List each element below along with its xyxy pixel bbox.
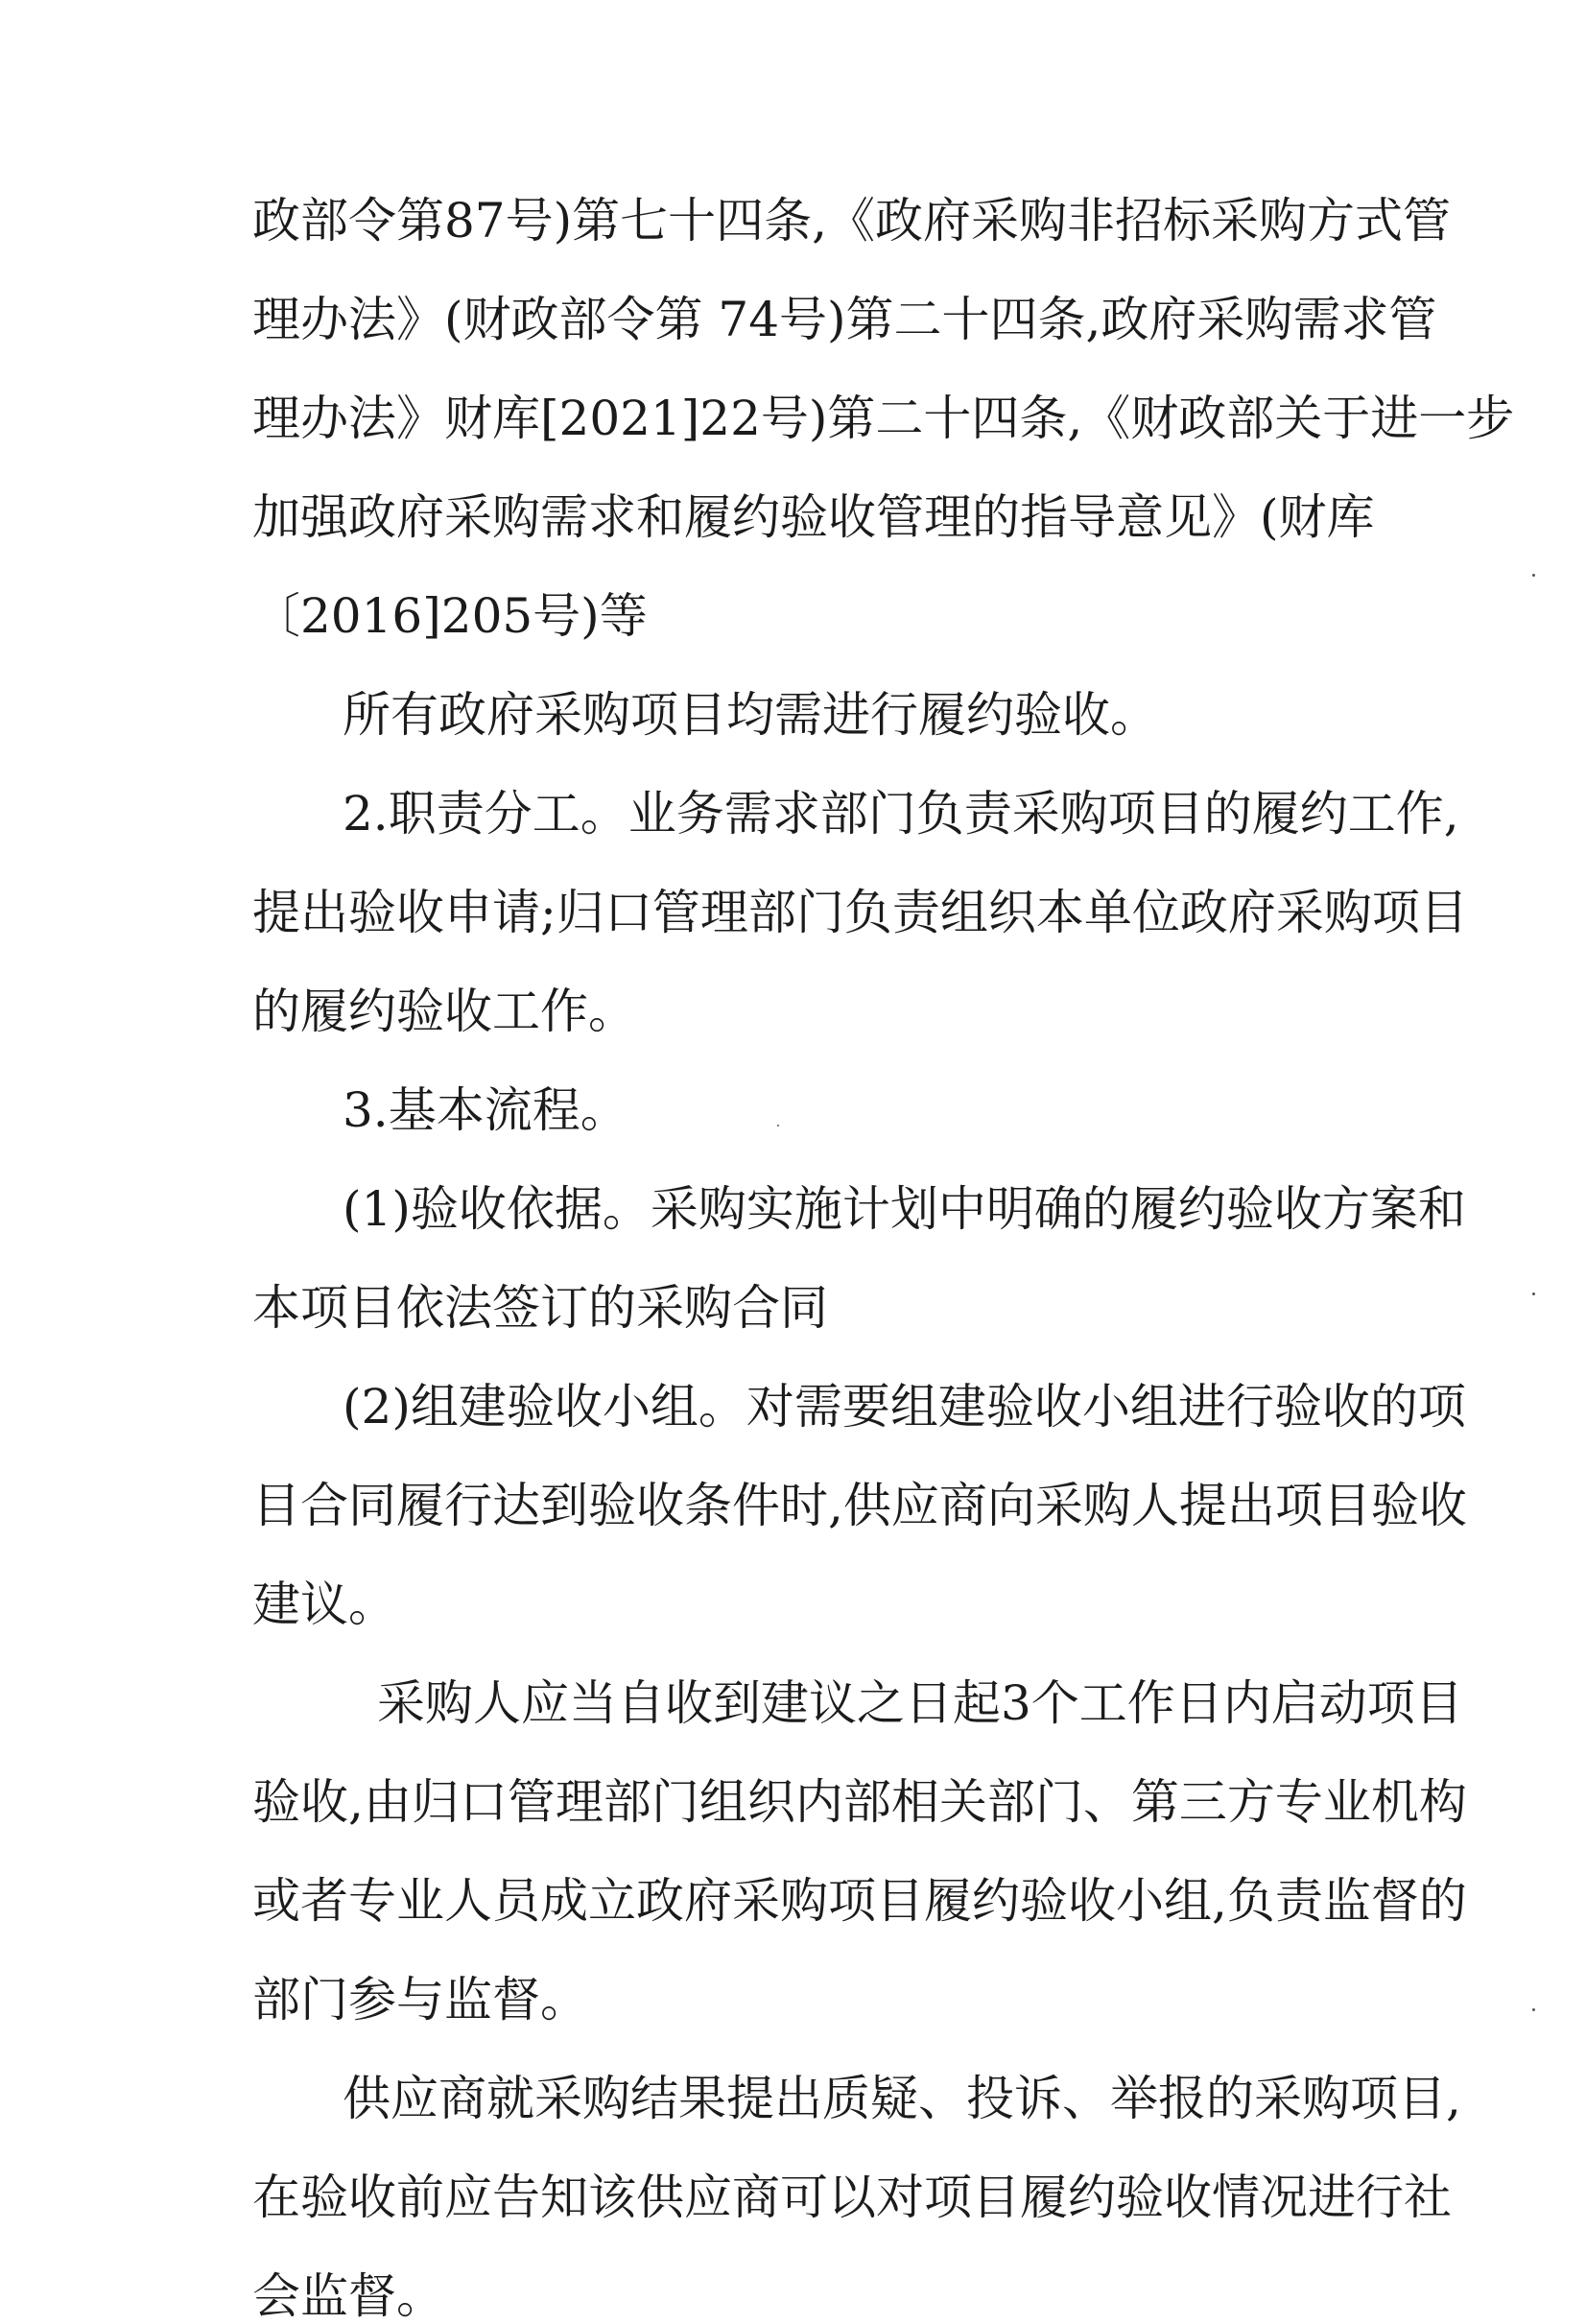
paragraph-first-line: (2)组建验收小组。对需要组建验收小组进行验收的项 xyxy=(343,1379,1466,1435)
paragraph-first-line: 2.职责分工。业务需求部门负责采购项目的履约工作, xyxy=(343,786,1459,842)
text-line: 理办法》(财政部令第 74号)第二十四条,政府采购需求管 xyxy=(252,292,1437,347)
text-line: 〔2016]205号)等 xyxy=(252,588,648,644)
text-line: 加强政府采购需求和履约验收管理的指导意见》(财库 xyxy=(252,489,1375,545)
scan-speck xyxy=(777,1125,779,1126)
text-line: 本项目依法签订的采购合同 xyxy=(252,1280,828,1336)
text-line: 目合同履行达到验收条件时,供应商向采购人提出项目验收 xyxy=(252,1478,1467,1533)
text-line: 的履约验收工作。 xyxy=(252,984,636,1039)
text-line: 或者专业人员成立政府采购项目履约验收小组,负责监督的 xyxy=(252,1873,1467,1929)
text-line: 部门参与监督。 xyxy=(252,1972,588,2028)
text-line: 理办法》财库[2021]22号)第二十四条,《财政部关于进一步 xyxy=(252,391,1515,446)
scan-speck xyxy=(1532,2008,1535,2011)
text-line: 在验收前应告知该供应商可以对项目履约验收情况进行社 xyxy=(252,2170,1452,2225)
text-line: 提出验收申请;归口管理部门负责组织本单位政府采购项目 xyxy=(252,885,1468,940)
section-heading: 3.基本流程。 xyxy=(343,1082,628,1138)
scan-speck xyxy=(1532,574,1535,577)
paragraph-first-line: 供应商就采购结果提出质疑、投诉、举报的采购项目, xyxy=(343,2071,1461,2126)
scan-speck xyxy=(1532,1292,1535,1295)
text-line: 建议。 xyxy=(252,1577,396,1632)
paragraph-first-line: 采购人应当自收到建议之日起3个工作日内启动项目 xyxy=(377,1675,1463,1731)
text-line: 会监督。 xyxy=(252,2268,444,2324)
text-line: 政部令第87号)第七十四条,《政府采购非招标采购方式管 xyxy=(252,193,1452,249)
paragraph-first-line: 所有政府采购项目均需进行履约验收。 xyxy=(343,687,1158,743)
paragraph-first-line: (1)验收依据。采购实施计划中明确的履约验收方案和 xyxy=(343,1181,1466,1237)
text-line: 验收,由归口管理部门组织内部相关部门、第三方专业机构 xyxy=(252,1774,1467,1830)
